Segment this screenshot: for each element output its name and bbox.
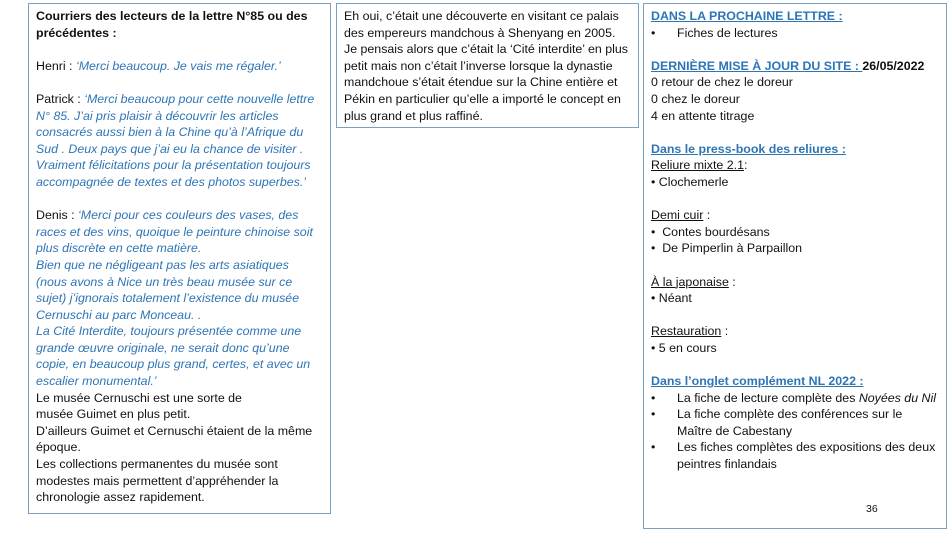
denis-name: Denis : <box>36 208 79 223</box>
onglet-item-3-text: Les fiches complètes des expositions des deux peintres finlandais <box>677 440 936 472</box>
denis-quote-3: La Cité Interdite, toujours présentée comme une grande œuvre originale, ne serait donc qu’une copie, en beaucoup plus grand, certes, et avec un escalier monumental.’ <box>36 324 311 389</box>
demi-item-2 <box>651 240 939 257</box>
resto-label <box>651 323 939 340</box>
reply-line-1: Le musée Cernuschi est une sorte de <box>36 390 242 405</box>
page-number: 36 <box>866 503 878 515</box>
mixte-colon: : <box>743 158 748 173</box>
patrick-letter <box>36 91 323 191</box>
henri-quote: ‘Merci beaucoup. Je vais me régaler.’ <box>75 58 281 73</box>
next-letter-item <box>651 25 939 42</box>
mixte-label <box>651 157 939 174</box>
last-update-date: 26/05/2022 <box>862 58 925 73</box>
japon-item-text: Néant <box>658 291 692 306</box>
onglet-item-3 <box>651 439 939 472</box>
henri-letter <box>36 58 323 75</box>
resto-item-text: 5 en cours <box>658 340 717 355</box>
letters-heading: Courriers des lecteurs de la lettre N°85 ou des précédentes : <box>36 9 308 40</box>
demi-colon: : <box>703 208 711 223</box>
denis-quote-2: Bien que ne négligeant pas les arts asiatiques (nous avons à Nice un très beau musée sur ce sujet) j’ignorais totalement l’existence du musée Cernuschi au parc Monceau. . <box>36 257 300 322</box>
onglet-heading: Dans l’onglet complément NL 2022 : <box>651 374 864 389</box>
readers-letters-panel <box>28 3 331 514</box>
status-line-1: 0 retour de chez le doreur <box>651 75 793 90</box>
patrick-name: Patrick : <box>36 91 85 106</box>
reply-panel <box>336 3 639 128</box>
reply-line-3: D’ailleurs Guimet et Cernuschi étaient de la même époque. <box>36 423 313 455</box>
press-book-heading: Dans le press-book des reliures : <box>651 141 846 156</box>
demi-item-1-text: Contes bourdésans <box>662 224 770 239</box>
bullet-icon: • <box>651 241 663 256</box>
news-panel <box>643 3 947 529</box>
onglet-item-1-text: La fiche de lecture complète des <box>677 390 859 405</box>
patrick-quote: ‘Merci beaucoup pour cette nouvelle lettre N° 85. J’ai pris plaisir à découvrir les articles consacrés aussi bien à la Chine qu’à l’Afrique du Sud . Deux pays que j’ai eu la chance de visiter . Vraiment félicitations pour la présentation toujours accompagnée de textes et des photos superbes.’ <box>36 91 315 189</box>
onglet-item-1 <box>651 390 939 407</box>
resto-label-text: Restauration <box>651 324 722 339</box>
onglet-item-2-text: La fiche complète des conférences sur le Maître de Cabestany <box>677 407 903 438</box>
demi-label <box>651 207 939 224</box>
bullet-icon: • <box>651 224 663 239</box>
mixte-label-text: Reliure mixte 2.1 <box>651 158 744 173</box>
japon-label-text: À la japonaise <box>651 274 729 289</box>
next-letter-item-text: Fiches de lectures <box>677 25 778 40</box>
japon-colon: : <box>728 274 736 289</box>
mixte-item <box>651 174 939 191</box>
status-line-2: 0 chez le doreur <box>651 91 740 106</box>
onglet-item-2 <box>651 406 939 439</box>
japon-item <box>651 290 939 307</box>
onglet-item-1-title: Noyées du Nil <box>858 390 936 405</box>
mixte-item-text: Clochemerle <box>658 174 729 189</box>
bullet-icon: • <box>651 440 656 455</box>
bullet-icon: • <box>651 390 656 405</box>
bullet-icon: • <box>651 407 656 422</box>
resto-colon: : <box>721 324 729 339</box>
demi-item-2-text: De Pimperlin à Parpaillon <box>662 241 803 256</box>
status-line-3: 4 en attente titrage <box>651 108 755 123</box>
reply-line-2: musée Guimet en plus petit. <box>36 407 191 422</box>
last-update <box>651 58 939 75</box>
reply-line-4: Les collections permanentes du musée sont modestes mais permettent d’appréhender la chronologie assez rapidement. <box>36 457 279 505</box>
bullet-icon: • <box>651 174 659 189</box>
last-update-label: DERNIÈRE MISE À JOUR DU SITE : <box>651 58 863 73</box>
reply-text: Eh oui, c’était une découverte en visitant ce palais des empereurs mandchous à Shenyang en 2005. Je pensais alors que c’était la ‘Cité interdite’ en plus petit mais non c’était l’inverse lorsque la dynastie mandchoue s’était étendue sur la Chine entière et Pékin en particulier qu’elle a importé le concept en plus grand et plus raffiné. <box>344 9 628 123</box>
resto-item <box>651 340 939 357</box>
japon-label <box>651 274 939 291</box>
demi-item-1 <box>651 224 939 241</box>
denis-quote-1: ‘Merci pour ces couleurs des vases, des races et des vins, quoique le peinture chinoise soit plus discrète en cette matière. <box>36 208 313 256</box>
demi-label-text: Demi cuir <box>651 208 704 223</box>
bullet-icon: • <box>651 25 656 40</box>
bullet-icon: • <box>651 340 659 355</box>
denis-letter <box>36 207 323 257</box>
bullet-icon: • <box>651 291 659 306</box>
henri-name: Henri : <box>36 58 76 73</box>
next-letter-heading: DANS LA PROCHAINE LETTRE : <box>651 9 843 23</box>
